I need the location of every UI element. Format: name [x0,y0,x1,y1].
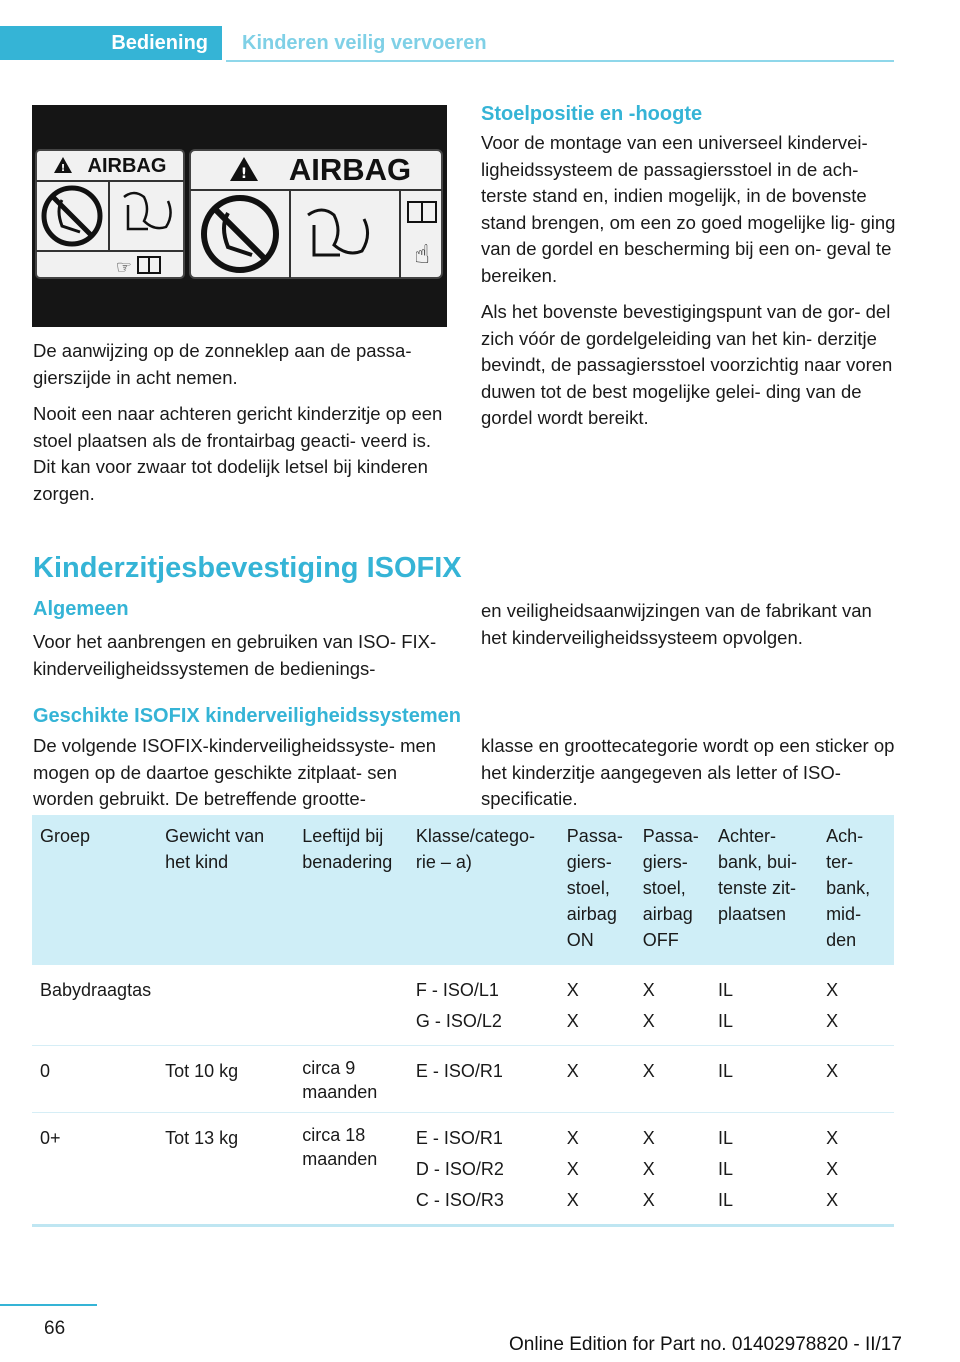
cell-value: X [642,1061,655,1081]
edition-note: Online Edition for Part no. 01402978820 - II/17 [509,1334,902,1355]
rear-facing-warning: Nooit een naar achteren gericht kinderzitje op een stoel plaatsen als de frontairbag geacti‐ veerd is. Dit kan voor zwaar tot dodelijk letsel bij kinderen zorgen. [33,403,443,504]
cell-leeftijd [294,1046,408,1113]
cell-value: X [642,1190,655,1210]
cell-value: IL [717,1159,733,1179]
left-top-text [33,338,443,507]
cell-value: IL [717,1061,733,1081]
cell-buiten [710,1046,818,1113]
header-section-tab [0,26,222,60]
header-divider [226,60,894,62]
cell-value: E - ISO/R1 [415,1061,503,1081]
cell-midden [818,1046,894,1113]
geschikt-heading: Geschikte ISOFIX kinderveiligheidssystemen [33,705,461,727]
cell-gewicht: Tot 13 kg [157,1113,294,1226]
cell-value: IL [717,1190,733,1210]
cell-gewicht: Tot 10 kg [157,1046,294,1113]
geschikt-right-text: klasse en groottecategorie wordt op een sticker op het kinderzitje aangegeven als letter of ISO-specificatie. [481,735,895,809]
cell-groep: Babydraagtas [32,965,157,1046]
isofix-table [32,815,894,1227]
seat-position-p2: Als het bovenste bevestigingspunt van de gor‐ del zich vóór de gordelgeleiding van het kin‐ derzitje bevindt, de passagiersstoel voorzichtig naar voren duwen tot de best mogelijke gelei‐ ding van de gordel wordt bereikt. [481,301,893,428]
cell-midden [818,1113,894,1226]
cell-value: X [566,1061,579,1081]
col-klasse: Klasse/catego‐ rie – a) [408,815,559,965]
seat-position-p1: Voor de montage van een universeel kindervei‐ ligheidssysteem de passagiersstoel in de ach‐ terste stand en, indien mogelijk, in de bovenste stand brengen, om een zo goed mogelijke lig‐ ging van de gordel en bescherming bij een on‐ geval te bereiken. [481,132,896,286]
isofix-heading: Kinderzitjesbevestiging ISOFIX [33,552,462,584]
cell-groep: 0 [32,1046,157,1113]
cell-value: IL [717,1011,733,1031]
header-subsection-tab [226,26,894,60]
cell-on [559,1113,635,1226]
table-header-row [32,815,894,965]
cell-value: X [826,1128,839,1148]
table-row [32,1046,894,1113]
cell-on [559,1046,635,1113]
svg-text:!: ! [60,163,66,174]
cell-buiten [710,965,818,1046]
cell-value: X [566,1159,579,1179]
cell-klasse [408,965,559,1046]
svg-text:☞: ☞ [115,257,133,278]
cell-klasse [408,1046,559,1113]
cell-value: D - ISO/R2 [415,1159,504,1179]
algemeen-heading: Algemeen [33,598,129,620]
cell-value: X [642,1128,655,1148]
large-airbag-text: AIRBAG [288,152,412,187]
algemeen-left-text: Voor het aanbrengen en gebruiken van ISO‐ FIX-kinderveiligheidssystemen de bedienings‐ [33,631,437,679]
table-row [32,965,894,1046]
cell-value: X [826,1159,839,1179]
sunvisor-note: De aanwijzing op de zonneklep aan de passa‐ gierszijde in acht nemen. [33,340,412,388]
cell-value: X [566,980,579,1000]
cell-value: circa 9 maanden [302,1058,378,1102]
cell-groep: 0+ [32,1113,157,1226]
large-airbag-label [190,150,442,278]
cell-buiten [710,1113,818,1226]
cell-value: X [566,1128,579,1148]
svg-text:☝: ☝ [414,240,430,270]
footer-divider [0,1304,97,1306]
cell-off [635,965,710,1046]
seat-position-heading: Stoelpositie en -hoogte [481,103,703,125]
airbag-warning-photo [32,105,447,327]
cell-klasse [408,1113,559,1226]
cell-value: X [566,1190,579,1210]
page-number: 66 [44,1318,66,1339]
cell-value: circa 18 maanden [302,1125,378,1169]
cell-on [559,965,635,1046]
svg-text:!: ! [240,166,248,182]
cell-gewicht [157,965,294,1046]
cell-off [635,1046,710,1113]
cell-value: X [642,980,655,1000]
col-gewicht: Gewicht van het kind [157,815,294,965]
header-section-label: Bediening [111,31,208,54]
cell-value: C - ISO/R3 [415,1190,504,1210]
cell-leeftijd [294,965,408,1046]
cell-leeftijd [294,1113,408,1226]
cell-value: G - ISO/L2 [415,1011,502,1031]
small-airbag-label [36,150,184,278]
table-row [32,1113,894,1226]
col-achterbank-buiten: Achter‐ bank, bui‐ tenste zit‐ plaatsen [710,815,818,965]
col-achterbank-midden: Ach‐ ter‐ bank, mid‐ den [818,815,894,965]
cell-off [635,1113,710,1226]
cell-value: X [826,980,839,1000]
header-subsection-label: Kinderen veilig vervoeren [242,31,487,54]
right-top-text [481,103,896,432]
cell-value: X [642,1159,655,1179]
cell-value: X [826,1190,839,1210]
geschikt-left-text: De volgende ISOFIX-kinderveiligheidssyste‐ men mogen op de daartoe geschikte zitplaat‐ sen worden gebruikt. De betreffende grootte‐ [33,735,437,809]
cell-value: F - ISO/L1 [415,980,499,1000]
cell-midden [818,965,894,1046]
cell-value: IL [717,980,733,1000]
algemeen-right-text: en veiligheidsaanwijzingen van de fabrikant van het kinderveiligheidssysteem opvolgen. [481,600,872,648]
cell-value: E - ISO/R1 [415,1128,503,1148]
cell-value: X [566,1011,579,1031]
col-groep: Groep [32,815,157,965]
cell-value: X [642,1011,655,1031]
cell-value: X [826,1011,839,1031]
cell-value: X [826,1061,839,1081]
small-airbag-text: AIRBAG [87,155,167,177]
cell-value: IL [717,1128,733,1148]
col-leeftijd: Leeftijd bij benadering [294,815,408,965]
col-airbag-on: Passa‐ giers‐ stoel, airbag ON [559,815,635,965]
col-airbag-off: Passa‐ giers‐ stoel, airbag OFF [635,815,710,965]
